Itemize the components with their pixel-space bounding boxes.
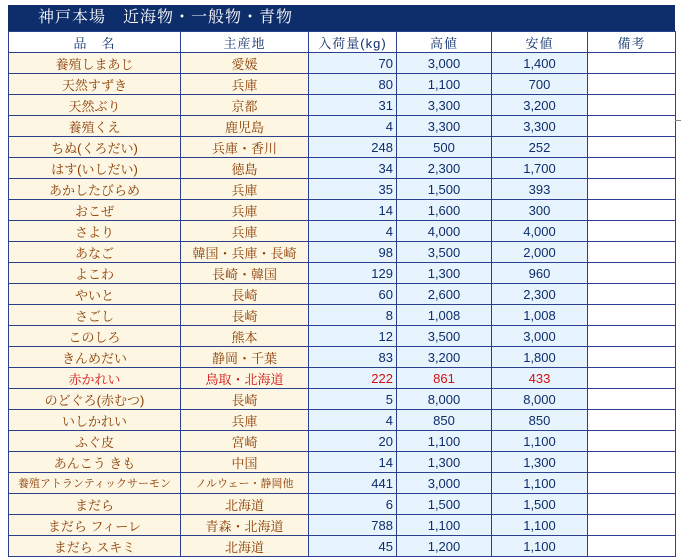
- cell-note: [588, 137, 676, 158]
- cell-high-price: 1,100: [397, 515, 492, 536]
- cell-high-price: 3,200: [397, 347, 492, 368]
- cell-note: [588, 368, 676, 389]
- cell-high-price: 1,300: [397, 263, 492, 284]
- cell-quantity: 6: [309, 494, 397, 515]
- cell-origin: 長崎: [181, 389, 309, 410]
- cell-quantity: 248: [309, 137, 397, 158]
- cell-name: いしかれい: [9, 410, 181, 431]
- cell-origin: 青森・北海道: [181, 515, 309, 536]
- cell-low-price: 8,000: [492, 389, 588, 410]
- cell-origin: 兵庫: [181, 221, 309, 242]
- table-row: [9, 473, 676, 494]
- cell-note: [588, 515, 676, 536]
- cell-name: 養殖くえ: [9, 116, 181, 137]
- cell-origin: 鹿児島: [181, 116, 309, 137]
- cell-low-price: 1,400: [492, 53, 588, 74]
- cell-origin: 長崎: [181, 284, 309, 305]
- cell-quantity: 441: [309, 473, 397, 494]
- cell-low-price: 2,300: [492, 284, 588, 305]
- table-row: [9, 326, 676, 347]
- cell-name: のどぐろ(赤むつ): [9, 389, 181, 410]
- cell-note: [588, 410, 676, 431]
- cell-note: [588, 347, 676, 368]
- table-row: [9, 347, 676, 368]
- cell-quantity: 80: [309, 74, 397, 95]
- cell-note: [588, 284, 676, 305]
- cell-origin: 兵庫: [181, 74, 309, 95]
- cell-note: [588, 452, 676, 473]
- cell-quantity: 12: [309, 326, 397, 347]
- cell-high-price: 2,300: [397, 158, 492, 179]
- cell-note: [588, 305, 676, 326]
- cell-quantity: 14: [309, 200, 397, 221]
- cell-origin: 北海道: [181, 494, 309, 515]
- cell-note: [588, 95, 676, 116]
- cell-origin: 愛媛: [181, 53, 309, 74]
- cell-name: ちぬ(くろだい): [9, 137, 181, 158]
- cell-name: 天然すずき: [9, 74, 181, 95]
- table-header: [9, 32, 676, 53]
- cell-note: [588, 431, 676, 452]
- table-row: [9, 116, 676, 137]
- cell-high-price: 4,000: [397, 221, 492, 242]
- cell-quantity: 222: [309, 368, 397, 389]
- cell-name: このしろ: [9, 326, 181, 347]
- cell-origin: 長崎・韓国: [181, 263, 309, 284]
- cell-quantity: 4: [309, 116, 397, 137]
- cell-high-price: 1,300: [397, 452, 492, 473]
- cell-quantity: 4: [309, 410, 397, 431]
- cell-low-price: 1,100: [492, 515, 588, 536]
- cell-origin: 宮崎: [181, 431, 309, 452]
- column-header-note: 備考: [588, 32, 676, 53]
- cell-quantity: 5: [309, 389, 397, 410]
- cell-origin: 徳島: [181, 158, 309, 179]
- cell-low-price: 1,500: [492, 494, 588, 515]
- cell-low-price: 2,000: [492, 242, 588, 263]
- cell-low-price: 1,800: [492, 347, 588, 368]
- cell-name: おこぜ: [9, 200, 181, 221]
- cell-high-price: 500: [397, 137, 492, 158]
- cell-low-price: 1,100: [492, 536, 588, 557]
- cell-name: よこわ: [9, 263, 181, 284]
- cell-low-price: 300: [492, 200, 588, 221]
- cell-origin: 韓国・兵庫・長崎: [181, 242, 309, 263]
- table-row: [9, 284, 676, 305]
- cell-quantity: 31: [309, 95, 397, 116]
- cell-name: 赤かれい: [9, 368, 181, 389]
- cell-name: きんめだい: [9, 347, 181, 368]
- cell-note: [588, 53, 676, 74]
- cell-origin: 鳥取・北海道: [181, 368, 309, 389]
- cell-high-price: 1,100: [397, 74, 492, 95]
- table-body: [9, 53, 676, 557]
- cell-high-price: 861: [397, 368, 492, 389]
- cell-quantity: 45: [309, 536, 397, 557]
- cell-low-price: 3,000: [492, 326, 588, 347]
- cell-quantity: 788: [309, 515, 397, 536]
- cell-note: [588, 179, 676, 200]
- cell-quantity: 83: [309, 347, 397, 368]
- column-header-name: 品 名: [9, 32, 181, 53]
- cell-quantity: 35: [309, 179, 397, 200]
- cell-name: やいと: [9, 284, 181, 305]
- cell-origin: 兵庫: [181, 179, 309, 200]
- column-header-high-price: 高値: [397, 32, 492, 53]
- cell-low-price: 1,100: [492, 431, 588, 452]
- table-header-row: [9, 32, 676, 53]
- cell-note: [588, 221, 676, 242]
- cell-high-price: 1,008: [397, 305, 492, 326]
- cell-note: [588, 116, 676, 137]
- table-row: [9, 431, 676, 452]
- cell-quantity: 4: [309, 221, 397, 242]
- cell-note: [588, 326, 676, 347]
- cell-note: [588, 242, 676, 263]
- table-row: [9, 95, 676, 116]
- cell-origin: 静岡・千葉: [181, 347, 309, 368]
- table-row: [9, 410, 676, 431]
- table-row: [9, 452, 676, 473]
- cell-high-price: 3,500: [397, 326, 492, 347]
- cell-low-price: 1,700: [492, 158, 588, 179]
- cell-note: [588, 158, 676, 179]
- table-row: [9, 242, 676, 263]
- cell-high-price: 2,600: [397, 284, 492, 305]
- cell-quantity: 20: [309, 431, 397, 452]
- cell-origin: 兵庫: [181, 200, 309, 221]
- cell-name: 養殖アトランティックサーモン: [9, 473, 181, 494]
- cell-low-price: 700: [492, 74, 588, 95]
- cell-origin: ノルウェー・静岡他: [181, 473, 309, 494]
- cell-high-price: 1,500: [397, 494, 492, 515]
- cell-high-price: 3,500: [397, 242, 492, 263]
- cell-high-price: 3,000: [397, 53, 492, 74]
- cell-name: まだら フィーレ: [9, 515, 181, 536]
- cell-high-price: 850: [397, 410, 492, 431]
- table-row: [9, 158, 676, 179]
- cell-low-price: 3,300: [492, 116, 588, 137]
- cell-note: [588, 494, 676, 515]
- cell-quantity: 60: [309, 284, 397, 305]
- cell-quantity: 98: [309, 242, 397, 263]
- cell-note: [588, 200, 676, 221]
- table-row: [9, 263, 676, 284]
- cell-low-price: 4,000: [492, 221, 588, 242]
- cell-name: まだら スキミ: [9, 536, 181, 557]
- cell-name: さより: [9, 221, 181, 242]
- cell-low-price: 433: [492, 368, 588, 389]
- cell-high-price: 1,100: [397, 431, 492, 452]
- table-row: [9, 305, 676, 326]
- cell-origin: 北海道: [181, 536, 309, 557]
- cell-quantity: 14: [309, 452, 397, 473]
- table-row: [9, 368, 676, 389]
- cell-name: 養殖しまあじ: [9, 53, 181, 74]
- table-row: [9, 494, 676, 515]
- cell-low-price: 1,100: [492, 473, 588, 494]
- cell-note: [588, 536, 676, 557]
- cell-origin: 兵庫・香川: [181, 137, 309, 158]
- cell-name: ふぐ皮: [9, 431, 181, 452]
- cell-origin: 長崎: [181, 305, 309, 326]
- table-row: [9, 200, 676, 221]
- cell-name: まだら: [9, 494, 181, 515]
- cell-quantity: 34: [309, 158, 397, 179]
- cell-name: あなご: [9, 242, 181, 263]
- cell-high-price: 8,000: [397, 389, 492, 410]
- page-title: 神戸本場 近海物・一般物・青物: [8, 5, 675, 31]
- cell-high-price: 1,500: [397, 179, 492, 200]
- cell-low-price: 1,008: [492, 305, 588, 326]
- cell-low-price: 3,200: [492, 95, 588, 116]
- cell-high-price: 3,300: [397, 116, 492, 137]
- table-row: [9, 389, 676, 410]
- page-edge-mark: [675, 120, 681, 121]
- column-header-low-price: 安値: [492, 32, 588, 53]
- column-header-origin: 主産地: [181, 32, 309, 53]
- cell-high-price: 3,000: [397, 473, 492, 494]
- cell-low-price: 1,300: [492, 452, 588, 473]
- table-row: [9, 74, 676, 95]
- cell-note: [588, 473, 676, 494]
- cell-low-price: 252: [492, 137, 588, 158]
- cell-high-price: 1,200: [397, 536, 492, 557]
- cell-name: あんこう きも: [9, 452, 181, 473]
- cell-quantity: 8: [309, 305, 397, 326]
- cell-name: はす(いしだい): [9, 158, 181, 179]
- cell-high-price: 1,600: [397, 200, 492, 221]
- market-price-table: [8, 31, 676, 557]
- cell-note: [588, 74, 676, 95]
- cell-origin: 京都: [181, 95, 309, 116]
- cell-note: [588, 263, 676, 284]
- cell-name: あかしたびらめ: [9, 179, 181, 200]
- column-header-quantity: 入荷量(kg): [309, 32, 397, 53]
- cell-note: [588, 389, 676, 410]
- cell-origin: 中国: [181, 452, 309, 473]
- cell-low-price: 393: [492, 179, 588, 200]
- cell-origin: 熊本: [181, 326, 309, 347]
- cell-quantity: 70: [309, 53, 397, 74]
- table-row: [9, 221, 676, 242]
- cell-quantity: 129: [309, 263, 397, 284]
- table-row: [9, 179, 676, 200]
- cell-name: 天然ぶり: [9, 95, 181, 116]
- cell-name: さごし: [9, 305, 181, 326]
- cell-low-price: 960: [492, 263, 588, 284]
- cell-origin: 兵庫: [181, 410, 309, 431]
- cell-high-price: 3,300: [397, 95, 492, 116]
- table-row: [9, 515, 676, 536]
- table-row: [9, 137, 676, 158]
- table-row: [9, 536, 676, 557]
- table-row: [9, 53, 676, 74]
- cell-low-price: 850: [492, 410, 588, 431]
